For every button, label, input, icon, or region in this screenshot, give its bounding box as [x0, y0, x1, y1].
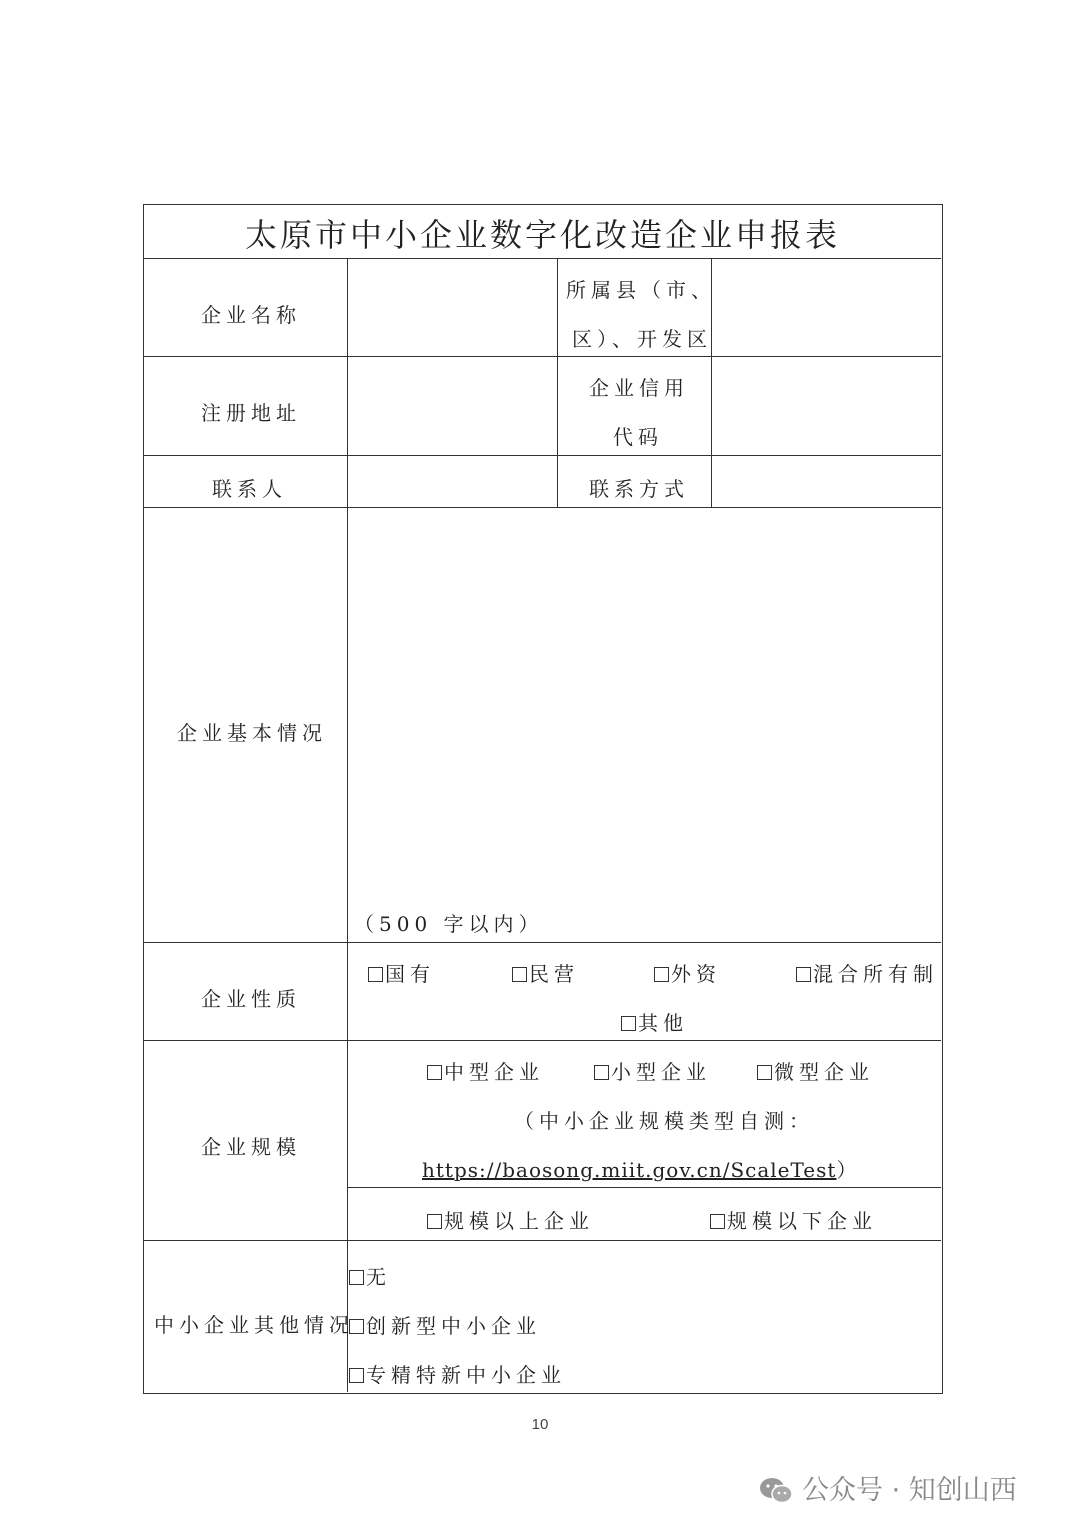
watermark	[758, 1468, 1017, 1507]
contact-method-label: 联系方式	[589, 477, 689, 501]
option-none[interactable]: 无	[349, 1265, 391, 1289]
checkbox[interactable]	[427, 1065, 442, 1080]
row-divider	[144, 1240, 941, 1241]
scale-test-line: https://baosong.miit.gov.cn/ScaleTest）	[422, 1158, 857, 1182]
checkbox[interactable]	[796, 967, 811, 982]
checkbox[interactable]	[594, 1065, 609, 1080]
option-medium[interactable]: 中型企业	[427, 1060, 544, 1084]
row-divider	[144, 455, 941, 456]
checkbox[interactable]	[349, 1368, 364, 1383]
company-name-label: 企业名称	[201, 303, 301, 327]
option-private[interactable]: 民营	[512, 962, 579, 986]
basic-info-field[interactable]	[404, 705, 405, 706]
county-field[interactable]	[794, 300, 795, 301]
option-micro[interactable]: 微型企业	[757, 1060, 874, 1084]
basic-info-label: 企业基本情况	[177, 721, 327, 745]
company-name-field[interactable]	[414, 300, 415, 301]
option-other[interactable]: 其他	[621, 1011, 688, 1035]
address-field[interactable]	[414, 400, 415, 401]
word-limit-note: （500 字以内）	[354, 912, 544, 936]
column-divider	[347, 258, 348, 1392]
credit-code-label: 企业信用	[589, 376, 689, 400]
scale-test-note: （中小企业规模类型自测：	[514, 1109, 814, 1133]
checkbox[interactable]	[621, 1016, 636, 1031]
wechat-icon	[758, 1476, 794, 1504]
checkbox[interactable]	[757, 1065, 772, 1080]
checkbox[interactable]	[349, 1270, 364, 1285]
row-divider	[144, 356, 941, 357]
credit-code-label: 代码	[613, 425, 663, 449]
other-status-label: 中小企业其他情况	[154, 1313, 354, 1337]
credit-code-field[interactable]	[794, 400, 795, 401]
scale-test-link[interactable]: https://baosong.miit.gov.cn/ScaleTest	[422, 1158, 837, 1182]
checkbox[interactable]	[654, 967, 669, 982]
application-form-table	[143, 204, 943, 1394]
row-divider	[144, 507, 941, 508]
checkbox[interactable]	[368, 967, 383, 982]
row-divider	[144, 942, 941, 943]
form-title: 太原市中小企业数字化改造企业申报表	[244, 216, 840, 254]
checkbox[interactable]	[512, 967, 527, 982]
checkbox[interactable]	[710, 1214, 725, 1229]
row-divider	[144, 258, 941, 259]
option-above-scale[interactable]: 规模以上企业	[427, 1209, 594, 1233]
row-divider	[144, 1040, 941, 1041]
option-state-owned[interactable]: 国有	[368, 962, 435, 986]
option-innovative-sme[interactable]: 创新型中小企业	[349, 1314, 541, 1338]
checkbox[interactable]	[349, 1319, 364, 1334]
nature-label: 企业性质	[201, 987, 301, 1011]
column-divider	[557, 258, 558, 507]
option-foreign[interactable]: 外资	[654, 962, 721, 986]
scale-label: 企业规模	[201, 1135, 301, 1159]
page-number: 10	[531, 1416, 549, 1433]
row-divider	[348, 1187, 941, 1188]
option-below-scale[interactable]: 规模以下企业	[710, 1209, 877, 1233]
option-small[interactable]: 小型企业	[594, 1060, 711, 1084]
option-mixed-ownership[interactable]: 混合所有制	[796, 962, 938, 986]
checkbox[interactable]	[427, 1214, 442, 1229]
contact-label: 联系人	[212, 477, 287, 501]
contact-field[interactable]	[414, 477, 415, 478]
county-label: 区）、开发区	[572, 327, 712, 351]
watermark-text: 公众号 · 知创山西	[802, 1475, 1017, 1506]
county-label: 所属县（市、	[566, 278, 716, 302]
address-label: 注册地址	[201, 401, 301, 425]
contact-method-field[interactable]	[794, 477, 795, 478]
option-specialized-sme[interactable]: 专精特新中小企业	[349, 1363, 566, 1387]
